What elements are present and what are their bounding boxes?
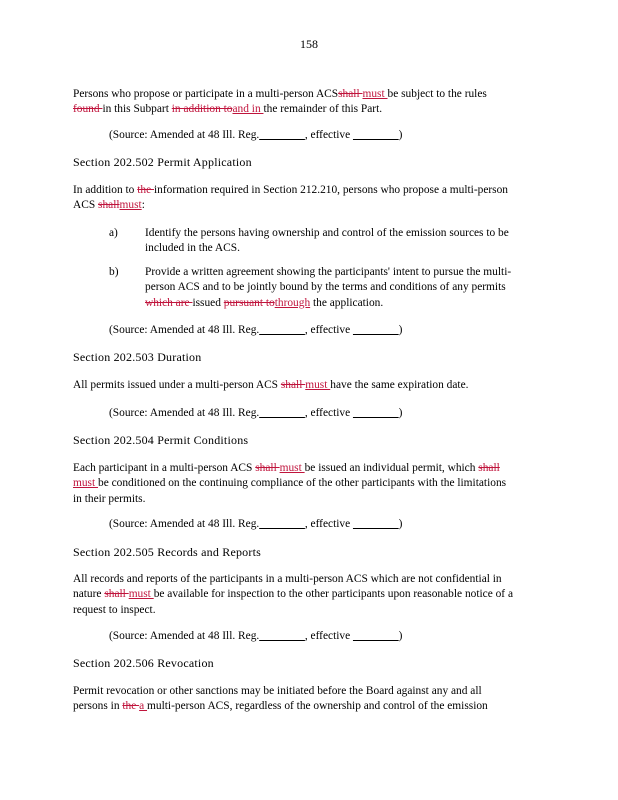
source-suffix: ) <box>398 129 403 141</box>
text-run: All permits issued under a multi-person ACS <box>73 379 281 391</box>
text-line <box>73 587 553 602</box>
inserted-text: and in <box>232 103 264 116</box>
source-mid: , effective <box>304 407 353 419</box>
text-line: in their permits. <box>73 492 146 505</box>
text-line <box>145 296 511 311</box>
source-note <box>109 629 402 644</box>
text-run: be available for inspection to the other participants upon reasonable notice of a <box>153 588 514 601</box>
list-item-a <box>145 226 509 257</box>
page-number: 158 <box>300 37 318 51</box>
paragraph-502-intro <box>73 183 553 214</box>
effective-blank: ________ <box>353 518 399 530</box>
deleted-text: shall <box>478 462 500 474</box>
text-line <box>73 87 553 102</box>
text-run: Each participant in a multi-person ACS <box>73 462 256 474</box>
source-note <box>109 323 402 338</box>
inserted-text: must <box>305 379 331 391</box>
text-line <box>73 461 553 476</box>
inserted-text: a <box>139 700 148 713</box>
text-line: included in the ACS. <box>145 242 240 255</box>
effective-blank: ________ <box>353 129 399 141</box>
source-prefix: (Source: Amended at 48 Ill. Reg. <box>109 518 260 530</box>
effective-blank: ________ <box>353 630 399 642</box>
register-blank: ________ <box>259 324 305 336</box>
deleted-text: shall <box>255 462 280 474</box>
section-heading-505: Section 202.505 Records and Reports <box>73 545 261 559</box>
inserted-text: must <box>119 199 142 212</box>
deleted-text: shall <box>338 88 363 100</box>
inserted-text: must <box>362 88 388 100</box>
inserted-text: must <box>279 462 305 474</box>
paragraph-scope <box>73 87 553 118</box>
register-blank: ________ <box>259 630 305 642</box>
text-run: Persons who propose or participate in a multi-person ACS <box>73 88 339 100</box>
inserted-text: must <box>73 477 99 490</box>
source-suffix: ) <box>398 324 403 336</box>
source-suffix: ) <box>398 407 403 419</box>
deleted-text: pursuant to <box>223 296 275 309</box>
text-line <box>73 102 553 117</box>
source-mid: , effective <box>304 324 353 336</box>
text-run: be subject to the rules <box>387 88 487 100</box>
deleted-text: shall <box>98 199 120 212</box>
source-mid: , effective <box>304 518 353 530</box>
text-run: have the same expiration date. <box>330 379 469 391</box>
effective-blank: ________ <box>353 407 399 419</box>
section-heading-506: Section 202.506 Revocation <box>73 656 214 670</box>
text-line: Identify the persons having ownership and control of the emission sources to be <box>145 227 509 239</box>
source-prefix: (Source: Amended at 48 Ill. Reg. <box>109 129 260 141</box>
list-item-b <box>145 265 511 311</box>
text-run: persons in <box>73 700 123 713</box>
deleted-text: which are <box>145 296 193 309</box>
paragraph-503 <box>73 378 553 393</box>
text-run: the application. <box>310 296 384 309</box>
paragraph-504 <box>73 461 553 507</box>
source-prefix: (Source: Amended at 48 Ill. Reg. <box>109 407 260 419</box>
text-run: in this Subpart <box>102 103 172 116</box>
source-note <box>109 406 402 421</box>
text-run: issued <box>192 296 224 309</box>
source-suffix: ) <box>398 518 403 530</box>
deleted-text: in addition to <box>171 103 233 116</box>
deleted-text: shall <box>104 588 129 601</box>
text-line: Provide a written agreement showing the participants' intent to pursue the multi- <box>145 266 512 278</box>
text-run: ACS <box>73 199 99 212</box>
text-run: nature <box>73 588 105 601</box>
text-line: All records and reports of the participants in a multi-person ACS which are not confidential in <box>73 573 502 585</box>
deleted-text: found <box>73 103 103 116</box>
section-heading-504: Section 202.504 Permit Conditions <box>73 433 249 447</box>
text-run: : <box>141 199 145 212</box>
text-run: In addition to <box>73 184 138 196</box>
section-heading-502: Section 202.502 Permit Application <box>73 155 252 169</box>
register-blank: ________ <box>259 518 305 530</box>
text-line: request to inspect. <box>73 603 156 616</box>
text-line <box>73 699 553 714</box>
source-mid: , effective <box>304 630 353 642</box>
source-suffix: ) <box>398 630 403 642</box>
text-line <box>73 183 553 198</box>
effective-blank: ________ <box>353 324 399 336</box>
text-run: be issued an individual permit, which <box>304 462 479 474</box>
deleted-text: the <box>137 184 154 196</box>
register-blank: ________ <box>259 407 305 419</box>
paragraph-505 <box>73 572 553 618</box>
text-run: multi-person ACS, regardless of the ownership and control of the emission <box>147 700 488 713</box>
paragraph-506 <box>73 684 553 715</box>
list-item-letter-b: b) <box>109 266 119 278</box>
list-item-letter-a: a) <box>109 227 118 239</box>
text-run: the remainder of this Part. <box>263 103 383 116</box>
text-line <box>73 476 553 491</box>
source-note <box>109 128 402 143</box>
source-note <box>109 517 402 532</box>
source-prefix: (Source: Amended at 48 Ill. Reg. <box>109 630 260 642</box>
text-run: information required in Section 212.210, persons who propose a multi-person <box>154 184 508 196</box>
text-line <box>73 378 553 393</box>
text-line: Permit revocation or other sanctions may be initiated before the Board against any and all <box>73 685 482 697</box>
inserted-text: through <box>274 296 311 309</box>
source-mid: , effective <box>304 129 353 141</box>
inserted-text: must <box>128 588 154 601</box>
section-heading-503: Section 202.503 Duration <box>73 350 202 364</box>
text-line <box>73 198 553 213</box>
deleted-text: the <box>122 700 140 713</box>
text-run: be conditioned on the continuing compliance of the other participants with the limitations <box>98 477 507 490</box>
register-blank: ________ <box>259 129 305 141</box>
source-prefix: (Source: Amended at 48 Ill. Reg. <box>109 324 260 336</box>
deleted-text: shall <box>280 379 306 391</box>
text-line: person ACS and to be jointly bound by the terms and conditions of any permits <box>145 281 506 294</box>
